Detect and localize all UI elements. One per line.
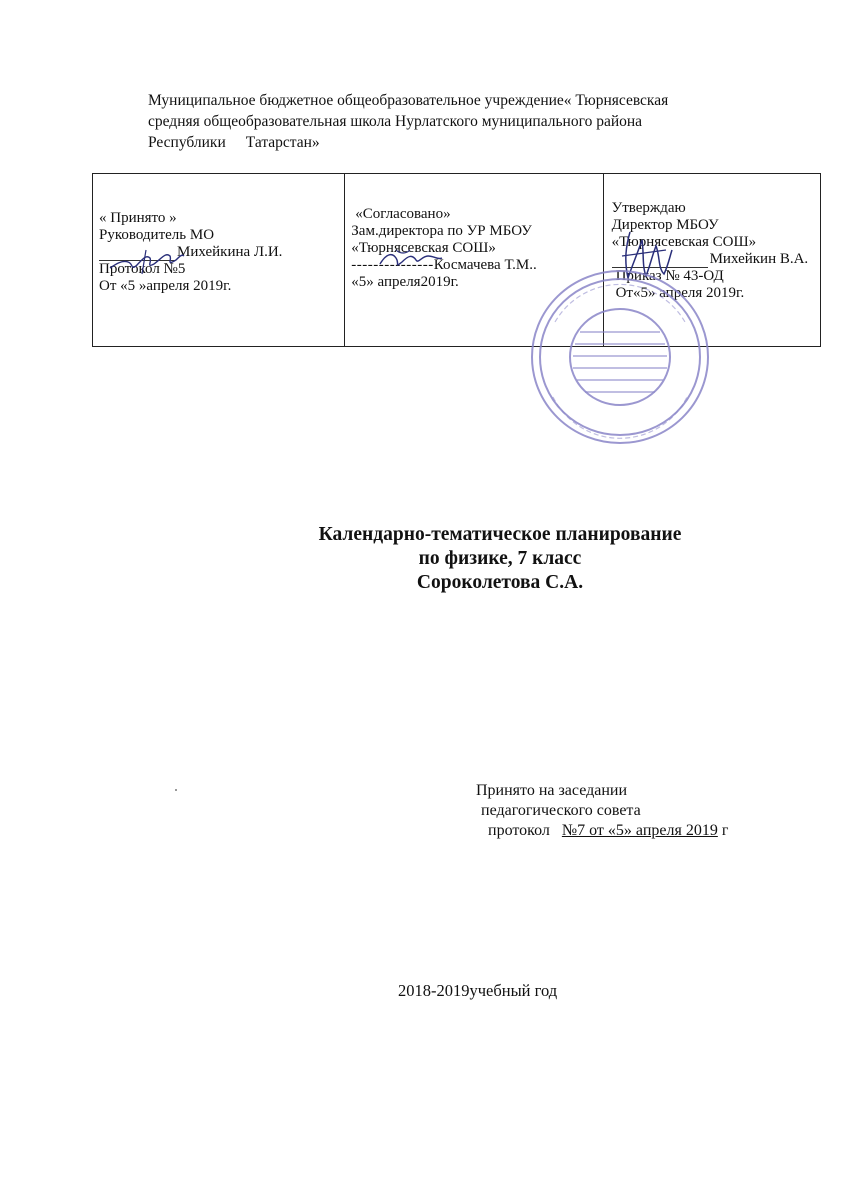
accepted-cell bbox=[93, 174, 344, 346]
approved-order: Приказ № 43-ОД bbox=[615, 268, 724, 284]
approved-org: «Тюрнясевская СОШ» bbox=[611, 234, 757, 250]
council-line-2: педагогического совета bbox=[481, 802, 641, 819]
agreed-cell bbox=[344, 174, 602, 346]
approved-cell bbox=[603, 174, 820, 346]
title-line-2: по физике, 7 класс bbox=[418, 548, 582, 569]
header-tatarstan: Татарстан» bbox=[245, 134, 320, 151]
accepted-signature-line bbox=[99, 246, 175, 261]
agreed-org: «Тюрнясевская СОШ» bbox=[351, 240, 496, 256]
academic-year: 2018-2019учебный год bbox=[398, 981, 558, 1000]
approved-name: Михейкин В.А. bbox=[709, 251, 809, 267]
agreed-title: «Согласовано» bbox=[355, 206, 451, 222]
approved-title: Утверждаю bbox=[611, 200, 686, 216]
approved-role: Директор МБОУ bbox=[611, 217, 719, 233]
agreed-role: Зам.директора по УР МБОУ bbox=[351, 223, 532, 239]
council-approval bbox=[476, 781, 836, 841]
title-author: Сороколетова С.А. bbox=[416, 572, 584, 593]
accepted-protocol: Протокол №5 bbox=[99, 261, 186, 277]
header-line-3 bbox=[148, 132, 788, 153]
title-line-1: Календарно-тематическое планирование bbox=[318, 524, 682, 545]
council-protocol-label: протокол bbox=[488, 822, 550, 839]
agreed-signature-dashes: --------------- bbox=[351, 257, 434, 273]
approved-signature-line bbox=[612, 253, 708, 268]
accepted-title: « Принято » bbox=[99, 210, 177, 226]
council-line-1: Принято на заседании bbox=[476, 782, 628, 799]
header-line-1: Муниципальное бюджетное общеобразовательное учреждение« Тюрнясевская bbox=[148, 92, 669, 109]
approval-table bbox=[92, 173, 821, 347]
council-line-3 bbox=[476, 821, 836, 841]
document-title bbox=[200, 523, 800, 595]
agreed-name: Космачева Т.М.. bbox=[433, 257, 537, 273]
agreed-date: «5» апреля2019г. bbox=[351, 274, 459, 290]
council-protocol-number: №7 от «5» апреля 2019 bbox=[561, 822, 718, 839]
header-republic: Республики bbox=[148, 134, 226, 151]
accepted-name: Михейкина Л.И. bbox=[177, 244, 283, 260]
header-line-2: средняя общеобразовательная школа Нурлатского муниципального района bbox=[148, 113, 643, 130]
council-suffix: г bbox=[721, 822, 729, 839]
institution-header bbox=[148, 90, 788, 153]
accepted-date: От «5 »апреля 2019г. bbox=[99, 278, 232, 294]
approved-date: От«5» апреля 2019г. bbox=[615, 285, 745, 301]
scan-speck bbox=[175, 789, 177, 791]
accepted-role: Руководитель МО bbox=[99, 227, 215, 243]
